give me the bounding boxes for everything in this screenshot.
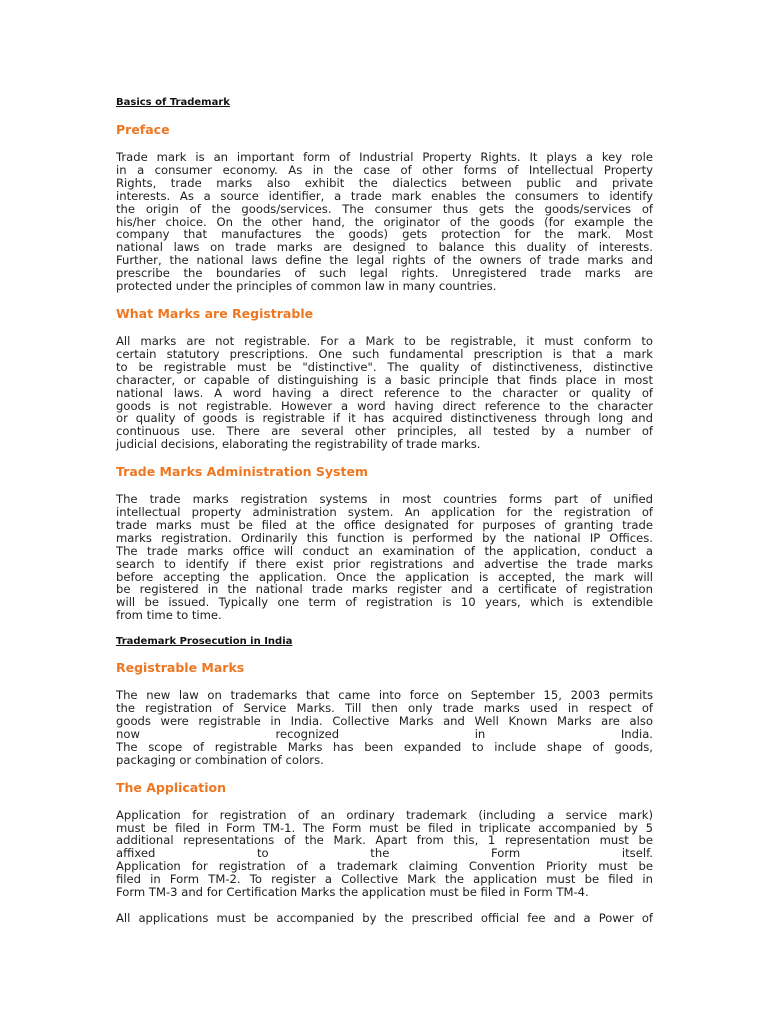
text-line: his/her choice. On the other hand, the originator of the goods (for example the (116, 214, 653, 229)
text-line: be registered in the national trade marks register and a certificate of registration (116, 582, 653, 597)
text-line: judicial decisions, elaborating the registrability of trade marks. (116, 437, 481, 452)
text-line: The new law on trademarks that came into force on September 15, 2003 permits (116, 688, 653, 703)
text-line: to be registrable must be "distinctive". The quality of distinctiveness, distinctive (116, 359, 653, 374)
text-line: affixed to the Form itself. (116, 846, 653, 861)
text-line: before accepting the application. Once the application is accepted, the mark will (116, 569, 653, 584)
text-line: Form TM-3 and for Certification Marks the application must be filed in Form TM-4. (116, 885, 589, 900)
text-line: additional representations of the Mark. Apart from this, 1 representation must be (116, 833, 653, 848)
text-line: The scope of registrable Marks has been expanded to include shape of goods, (116, 739, 653, 754)
text-line: national laws. A word having a direct reference to the character or quality of (116, 385, 653, 400)
text-line: protected under the principles of common law in many countries. (116, 279, 497, 294)
text-line: Further, the national laws define the legal rights of the owners of trade marks and (116, 253, 653, 268)
text-line: in a consumer economy. As in the case of other forms of Intellectual Property (116, 162, 653, 177)
text-line: search to identify if there exist prior registrations and advertise the trade marks (116, 556, 653, 571)
prosecution-title: Trademark Prosecution in India (116, 636, 293, 648)
text-line: will be issued. Typically one term of registration is 10 years, which is extendible (116, 595, 653, 610)
text-line: The trade marks registration systems in most countries forms part of unified (116, 492, 653, 507)
text-line: Trade mark is an important form of Industrial Property Rights. It plays a key role (116, 150, 653, 164)
text-line: must be filed in Form TM-1. The Form must be filed in triplicate accompanied by 5 (116, 820, 653, 835)
preface-heading: Preface (116, 122, 170, 137)
text-line: packaging or combination of colors. (116, 752, 324, 767)
text-line: The trade marks office will conduct an examination of the application, conduct a (116, 543, 653, 558)
text-line: trade marks must be filed at the office designated for purposes of granting trade (116, 517, 653, 532)
text-line: or quality of goods is registrable if it has acquired distinctiveness through long and (116, 411, 653, 426)
text-line: national laws on trade marks are designed to balance this duality of interests. (116, 240, 653, 255)
text-line: company that manufactures the goods) gets protection for the mark. Most (116, 227, 653, 242)
document-title: Basics of Trademark (116, 97, 230, 108)
text-line: filed in Form TM-2. To register a Collective Mark the application must be filed in (116, 872, 653, 887)
text-line: goods is not registrable. However a word having direct reference to the character (116, 398, 653, 413)
text-line: from time to time. (116, 608, 222, 623)
text-line: goods were registrable in India. Collective Marks and Well Known Marks are also (116, 714, 653, 728)
registrable-paragraph (116, 335, 653, 451)
application-paragraph (116, 809, 653, 899)
fee-paragraph (116, 912, 653, 925)
text-line: continuous use. There are several other principles, all tested by a number of (116, 424, 653, 439)
registrable-heading: What Marks are Registrable (116, 305, 314, 321)
text-line: Application for registration of a trademark claiming Convention Priority must be (116, 859, 653, 874)
text-line: certain statutory prescriptions. One such fundamental prescription is that a mark (116, 346, 653, 361)
text-line: now recognized in India. (116, 726, 653, 741)
text-line: Application for registration of an ordinary trademark (including a service mark) (116, 807, 653, 822)
application-heading: The Application (116, 779, 226, 795)
text-line: intellectual property administration system. An application for the registration of (116, 505, 653, 520)
text-line: the registration of Service Marks. Till then only trade marks used in respect of (116, 701, 653, 716)
registrable-marks-paragraph (116, 689, 653, 766)
registrable-marks-heading: Registrable Marks (116, 660, 245, 676)
text-line: prescribe the boundaries of such legal rights. Unregistered trade marks are (116, 266, 653, 281)
text-line: Rights, trade marks also exhibit the dialectics between public and private (116, 175, 653, 190)
text-line: marks registration. Ordinarily this function is performed by the national IP Offices. (116, 530, 653, 545)
administration-paragraph (116, 493, 653, 622)
text-line: All applications must be accompanied by the prescribed official fee and a Power of (116, 910, 653, 925)
text-line: character, or capable of distinguishing is a basic principle that finds place in most (116, 372, 653, 387)
text-line: All marks are not registrable. For a Mark to be registrable, it must conform to (116, 333, 653, 348)
administration-heading: Trade Marks Administration System (116, 464, 368, 480)
text-line: the origin of the goods/services. The consumer thus gets the goods/services of (116, 201, 653, 216)
preface-paragraph (116, 151, 653, 293)
text-line: interests. As a source identifier, a trade mark enables the consumers to identify (116, 188, 653, 203)
